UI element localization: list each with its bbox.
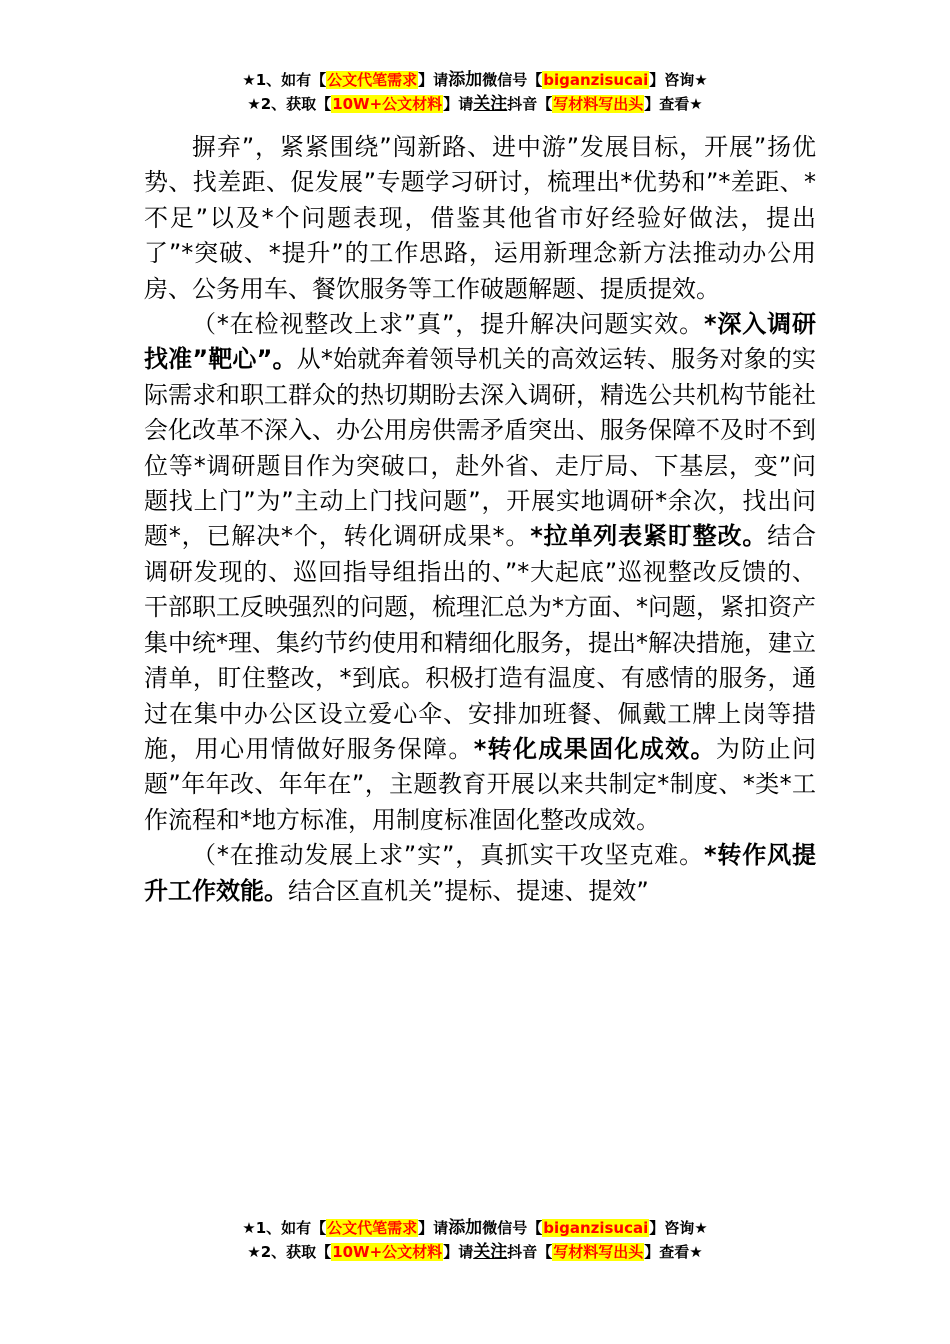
subheading-research: *深入调研找准”靶心”。	[144, 310, 816, 374]
highlight-materials: 10W+公文材料	[332, 1243, 443, 1261]
subheading-results: *转化成果固化成效。	[473, 734, 716, 763]
banner-text: 】请	[443, 1243, 474, 1261]
header-banner	[0, 68, 950, 116]
banner-text: 微信号【	[482, 1219, 543, 1237]
highlight-service: 公文代笔需求	[327, 1219, 418, 1237]
banner-text: 】请	[418, 1219, 449, 1237]
banner-underlined: 关注	[473, 94, 508, 114]
banner-strong: 添加	[448, 70, 483, 90]
footer-line-2	[0, 1240, 950, 1264]
banner-text: ★1、如有【	[242, 71, 327, 89]
footer-line-1	[0, 1216, 950, 1240]
highlight-materials: 10W+公文材料	[332, 95, 443, 113]
banner-underlined: 关注	[473, 1242, 508, 1262]
banner-text: 抖音【	[507, 1243, 553, 1261]
banner-text: 】查看★	[644, 95, 703, 113]
banner-text: ★2、获取【	[247, 95, 332, 113]
paragraph-text: （*在推动发展上求”实”，真抓实干攻坚克难。	[192, 841, 704, 870]
banner-text: 】请	[418, 71, 449, 89]
banner-text: 】咨询★	[649, 1219, 708, 1237]
highlight-douyin-id: 写材料写出头	[553, 1243, 644, 1261]
banner-text: 】咨询★	[649, 71, 708, 89]
paragraph-text: 从*始就奔着领导机关的高效运转、服务对象的实际需求和职工群众的热切期盼去深入调研，精选公共机构节能社会化改革不深入、办公用房供需矛盾突出、服务保障不及时不到位等*调研题目作为突破口，赴外省、走厅局、下基层，变”问题找上门”为”主动上门找问题”，开展实地调研*余次，找出问题*，已解决*个，转化调研成果*。	[144, 345, 817, 551]
banner-text: 】请	[443, 95, 474, 113]
highlight-wechat-id: biganzisucai	[543, 1219, 649, 1237]
banner-text: 抖音【	[507, 95, 553, 113]
subheading-rectification: *拉单列表紧盯整改。	[530, 522, 768, 551]
paragraph-text: 结合区直机关”提标、提速、提效”	[288, 876, 649, 905]
paragraph-text: 结合调研发现的、巡回指导组指出的、”*大起底”巡视整改反馈的、干部职工反映强烈的问题，梳理汇总为*方面、*问题，紧扣资产集中统*理、集约节约使用和精细化服务，提出*解决措施，建立清单，盯住整改，*到底。积极打造有温度、有感情的服务，通过在集中办公区设立爱心伞、安排加班餐、佩戴工牌上岗等措施，用心用情做好服务保障。	[144, 522, 816, 763]
highlight-douyin-id: 写材料写出头	[553, 95, 644, 113]
highlight-service: 公文代笔需求	[327, 71, 418, 89]
banner-strong: 添加	[448, 1218, 483, 1238]
paragraph-2	[144, 307, 816, 838]
banner-text: ★2、获取【	[247, 1243, 332, 1261]
banner-text: ★1、如有【	[242, 1219, 327, 1237]
document-body	[144, 130, 816, 909]
header-line-2	[0, 92, 950, 116]
highlight-wechat-id: biganzisucai	[543, 71, 649, 89]
banner-text: 】查看★	[644, 1243, 703, 1261]
paragraph-text: 为防止问题”年年改、年年在”，主题教育开展以来共制定*制度、*类*工作流程和*地方标准，用制度标准固化整改成效。	[144, 734, 816, 834]
header-line-1	[0, 68, 950, 92]
paragraph-3	[144, 838, 816, 909]
paragraph-1: 摒弃”，紧紧围绕”闯新路、进中游”发展目标，开展”扬优势、找差距、促发展”专题学习研讨，梳理出*优势和”*差距、*不足”以及*个问题表现，借鉴其他省市好经验好做法，提出了”*突破、*提升”的工作思路，运用新理念新方法推动办公用房、公务用车、餐饮服务等工作破题解题、提质提效。	[144, 133, 816, 303]
footer-banner	[0, 1216, 950, 1264]
banner-text: 微信号【	[482, 71, 543, 89]
paragraph-text: （*在检视整改上求”真”，提升解决问题实效。	[192, 310, 704, 339]
subheading-work-style: *转作风提升工作效能。	[144, 841, 816, 905]
